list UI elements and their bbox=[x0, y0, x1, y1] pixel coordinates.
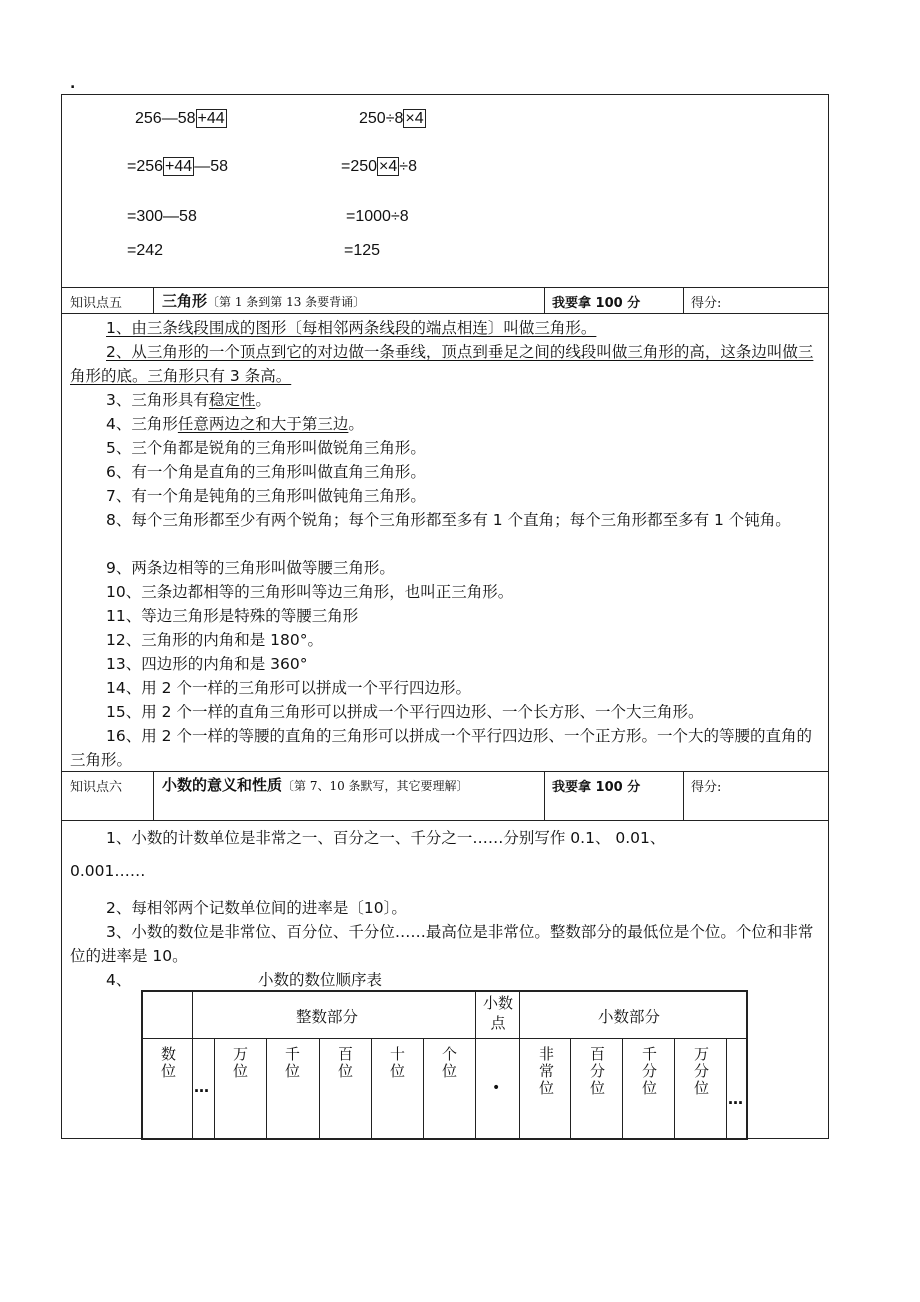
tbl-place-bai: 百位 bbox=[336, 1046, 354, 1080]
tbl-place-ge: 个位 bbox=[440, 1046, 458, 1080]
tbl-v-9 bbox=[570, 1038, 571, 1139]
tbl-row-label: 数位 bbox=[159, 1046, 177, 1080]
sec5-item-2: 2、从三角形的一个顶点到它的对边做一条垂线，顶点到垂足之间的线段叫做三角形的高，这条边叫做三角形的底。三角形只有 3 条高。 bbox=[70, 343, 814, 385]
sec5-label: 知识点五 bbox=[70, 296, 123, 311]
sec5-item-16: 16、用 2 个一样的等腰的直角的三角形可以拼成一个平行四边形、一个正方形。一个大的等腰的直角的三角形。 bbox=[70, 727, 812, 769]
tbl-v-8 bbox=[519, 990, 520, 1140]
sec6-item-3: 3、小数的数位是非常位、百分位、千分位……最高位是非常位。整数部分的最低位是个位。个位和非常位的进率是 10。 bbox=[70, 923, 814, 965]
tbl-place-wan: 万位 bbox=[231, 1046, 249, 1080]
tbl-decimal-point: • bbox=[492, 1080, 501, 1096]
tbl-place-qian: 千位 bbox=[283, 1046, 301, 1080]
sec6-item-2: 2、每相邻两个记数单位间的进率是〔10〕。 bbox=[106, 899, 407, 917]
sec6-divider-1 bbox=[153, 771, 154, 821]
math-left-line2: =256 +44 —58 bbox=[127, 158, 228, 175]
tbl-place-thousandths: 千分位 bbox=[640, 1046, 658, 1097]
math-left-line3: =300—58 bbox=[127, 208, 197, 225]
tbl-v-0 bbox=[141, 990, 143, 1140]
tbl-v-2 bbox=[214, 1038, 215, 1139]
math-right-line3: =1000÷8 bbox=[346, 208, 409, 225]
sec6-divider-3 bbox=[683, 771, 684, 821]
sec5-item-6: 6、有一个角是直角的三角形叫做直角三角形。 bbox=[106, 463, 426, 481]
math-right-line1: 250÷8 ×4 bbox=[359, 110, 424, 127]
tbl-place-ten-thousandths: 万分位 bbox=[692, 1046, 710, 1097]
sec6-header-bottom bbox=[61, 820, 829, 821]
tbl-point-label: 小数点 bbox=[482, 994, 513, 1032]
sec6-title-cell bbox=[162, 774, 534, 797]
tbl-place-shi: 十位 bbox=[388, 1046, 406, 1080]
sec5-divider-1 bbox=[153, 287, 154, 314]
tbl-place-hundredths: 百分位 bbox=[588, 1046, 606, 1097]
tbl-top bbox=[141, 990, 748, 992]
sec6-item-1a: 1、小数的计数单位是非常之一、百分之一、千分之一……分别写作 0.1、 0.01、 bbox=[106, 829, 666, 847]
tbl-v-1 bbox=[192, 990, 193, 1140]
sec5-item-10: 10、三条边都相等的三角形叫等边三角形，也叫正三角形。 bbox=[106, 583, 514, 601]
sec5-score: 得分: bbox=[691, 296, 722, 311]
sec5-item-1: 1、由三条线段围成的图形〔每相邻两条线段的端点相连〕叫做三角形。 bbox=[106, 319, 597, 337]
sec6-divider-2 bbox=[544, 771, 545, 821]
tbl-ellipsis-right: … bbox=[728, 1090, 743, 1108]
sec5-item-9: 9、两条边相等的三角形叫做等腰三角形。 bbox=[106, 559, 395, 577]
sec5-item-3: 3、三角形具有稳定性。 bbox=[106, 391, 271, 409]
sec5-item-13: 13、四边形的内角和是 360° bbox=[106, 655, 308, 673]
sec5-item-4: 4、三角形任意两边之和大于第三边。 bbox=[106, 415, 364, 433]
sec5-note: 〔第 1 条到第 13 条要背诵〕 bbox=[207, 295, 366, 309]
tbl-v-7 bbox=[475, 990, 476, 1140]
tbl-bottom bbox=[141, 1138, 748, 1140]
tbl-v-10 bbox=[622, 1038, 623, 1139]
sec5-divider-2 bbox=[544, 287, 545, 314]
sec5-title-cell bbox=[162, 290, 365, 311]
page-marker: . bbox=[70, 76, 76, 92]
tbl-v-3 bbox=[266, 1038, 267, 1139]
frame-left bbox=[61, 94, 62, 1139]
tbl-ellipsis-left: … bbox=[194, 1078, 209, 1096]
sec5-item-5: 5、三个角都是锐角的三角形叫做锐角三角形。 bbox=[106, 439, 426, 457]
tbl-v-11 bbox=[674, 1038, 675, 1139]
sec5-divider-3 bbox=[683, 287, 684, 314]
tbl-v-4 bbox=[319, 1038, 320, 1139]
sec5-item-14: 14、用 2 个一样的三角形可以拼成一个平行四边形。 bbox=[106, 679, 471, 697]
sec6-note: 〔第 7、10 条默写，其它要理解〕 bbox=[282, 779, 469, 793]
tbl-v-5 bbox=[371, 1038, 372, 1139]
tbl-v-13 bbox=[746, 990, 748, 1140]
sec5-item-15: 15、用 2 个一样的直角三角形可以拼成一个平行四边形、一个长方形、一个大三角形。 bbox=[106, 703, 704, 721]
sec5-item-11: 11、等边三角形是特殊的等腰三角形 bbox=[106, 607, 359, 625]
tbl-decimal-part: 小数部分 bbox=[598, 1008, 661, 1026]
frame-right bbox=[828, 94, 829, 1139]
tbl-v-6 bbox=[423, 1038, 424, 1139]
sec6-header-top bbox=[61, 771, 829, 772]
sec6-goal: 我要拿 100 分 bbox=[552, 780, 641, 795]
sec5-item-7: 7、有一个角是钝角的三角形叫做钝角三角形。 bbox=[106, 487, 426, 505]
sec6-item-4: 4、 bbox=[106, 971, 132, 989]
tbl-v-12 bbox=[726, 1038, 727, 1139]
tbl-place-tenths: 非常位 bbox=[537, 1046, 555, 1097]
sec5-header-top bbox=[61, 287, 829, 288]
sec5-title: 三角形 bbox=[162, 292, 208, 310]
sec5-item-8: 8、每个三角形都至少有两个锐角；每个三角形都至多有 1 个直角；每个三角形都至多有 1 个钝角。 bbox=[106, 511, 791, 529]
sec6-item-1b: 0.001…… bbox=[70, 862, 146, 880]
math-left-line1: 256—58 +44 bbox=[135, 110, 225, 127]
math-right-line4: =125 bbox=[344, 242, 381, 259]
sec6-title: 小数的意义和性质 bbox=[162, 776, 283, 794]
sec6-label: 知识点六 bbox=[70, 780, 123, 795]
math-left-line4: =242 bbox=[127, 242, 164, 259]
math-right-line2: =250 ×4 ÷8 bbox=[341, 158, 417, 175]
sec5-header-bottom bbox=[61, 313, 829, 314]
tbl-integer-part: 整数部分 bbox=[296, 1008, 359, 1026]
frame-top bbox=[61, 94, 829, 95]
sec5-goal: 我要拿 100 分 bbox=[552, 296, 641, 311]
sec6-score: 得分: bbox=[691, 780, 722, 795]
table-title: 小数的数位顺序表 bbox=[258, 971, 383, 989]
tbl-mid bbox=[141, 1038, 748, 1039]
sec5-item-12: 12、三角形的内角和是 180°。 bbox=[106, 631, 323, 649]
